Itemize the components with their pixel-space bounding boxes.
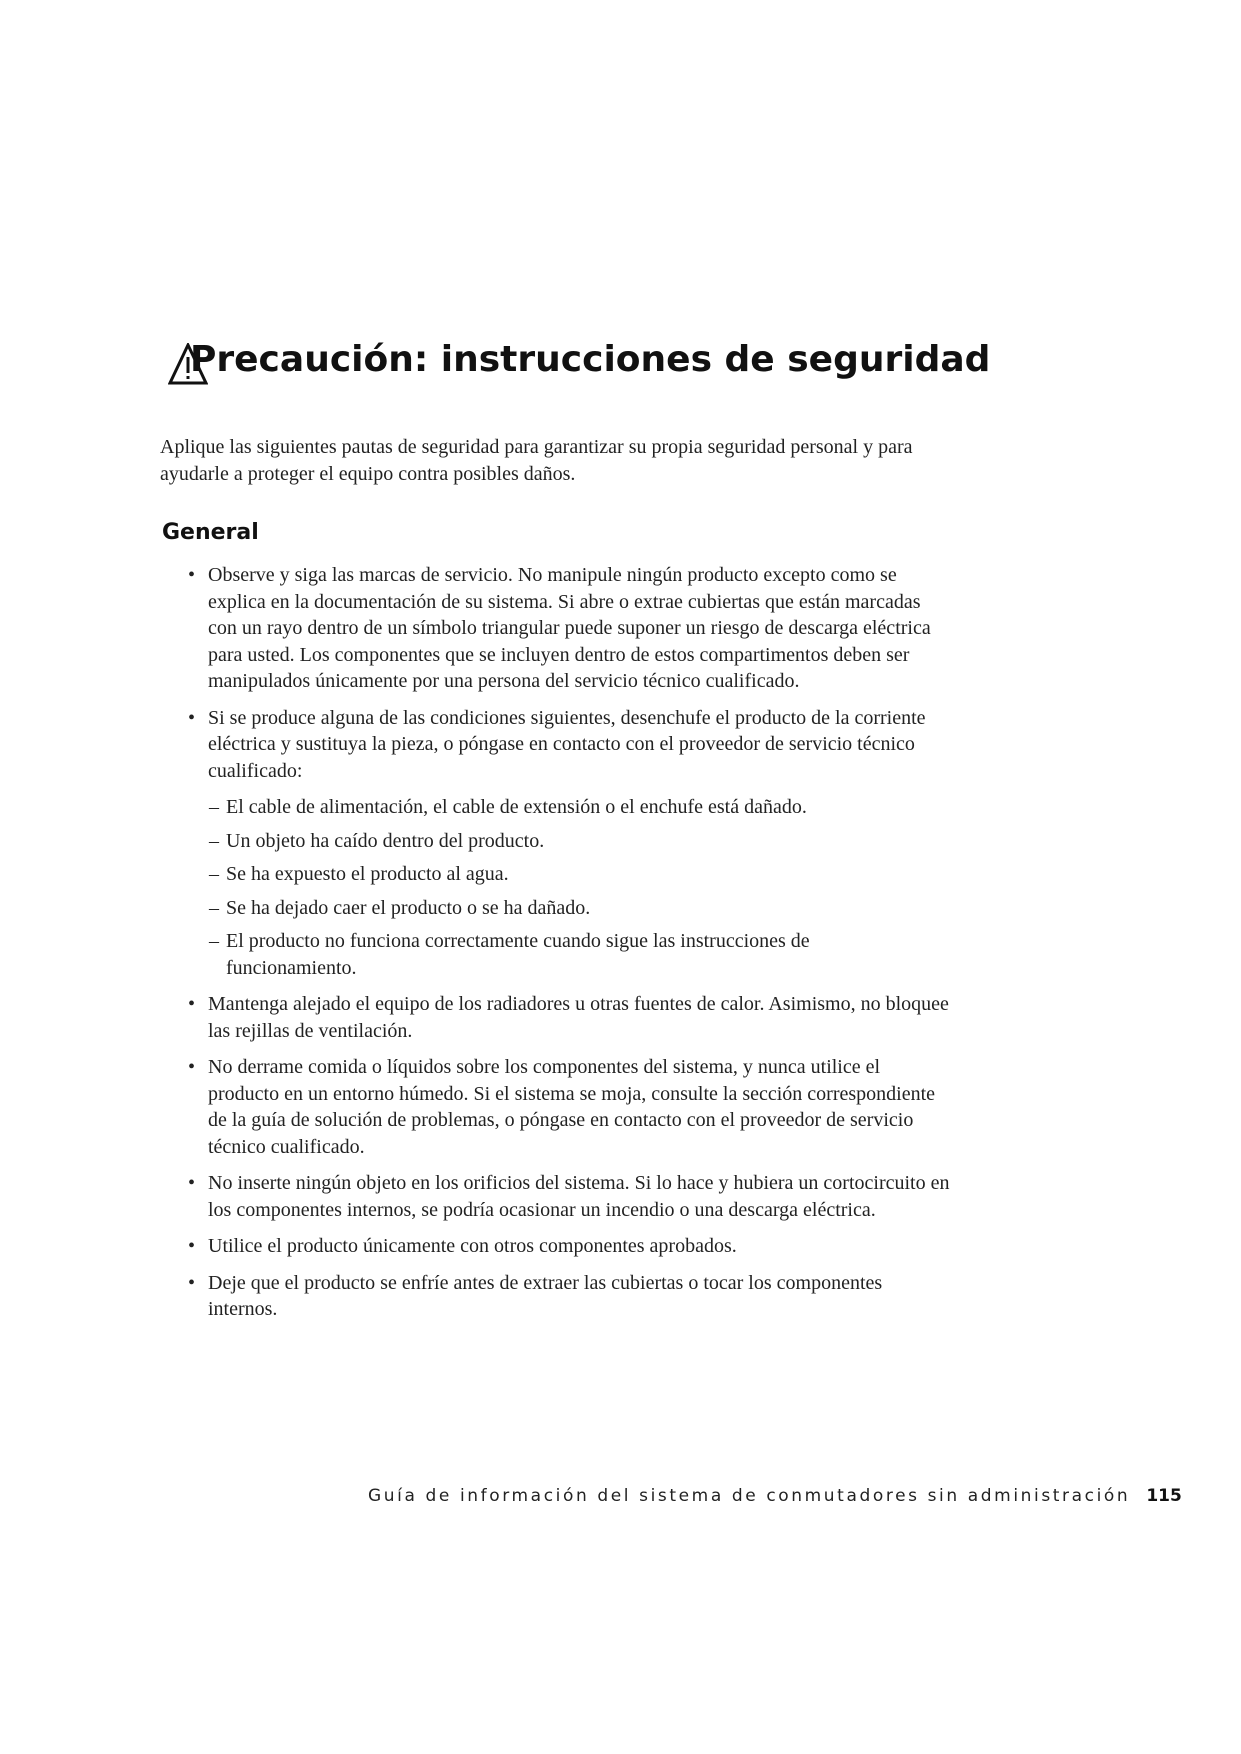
warning-triangle-icon (168, 343, 208, 385)
bullet-icon: • (188, 993, 196, 1015)
bullet-icon: • (188, 564, 196, 586)
list-item: • Deje que el producto se enfríe antes de extraer las cubiertas o tocar los componentes internos. (188, 1271, 883, 1320)
sublist-item: – Se ha dejado caer el producto o se ha dañado. (190, 895, 932, 922)
page-number: 115 (1146, 1486, 1182, 1506)
list-item: • No inserte ningún objeto en los orificios del sistema. Si lo hace y hubiera un cortocircuito en los componentes internos, se podría ocasionar un incendio o una descarga eléctrica. (188, 1172, 950, 1221)
dash-icon: – (209, 829, 219, 852)
sublist-item: – Un objeto ha caído dentro del producto. (190, 828, 932, 855)
dash-icon: – (209, 896, 219, 919)
bullet-icon: • (188, 1235, 196, 1257)
list-item: • Si se produce alguna de las condiciones siguientes, desenchufe el producto de la corriente eléctrica y sustituya la pieza, o póngase en contacto con el proveedor de servicio técnico cualificado: – El cable de alimentación, el cable de extensión o el enchufe está dañado. – Un objeto ha caído dentro del producto. – Se ha expuesto el producto al agua. – Se ha dejado caer el producto o se ha dañado. – El producto no funciona correctamente cuando sigue las instrucciones de funcionamiento. (170, 705, 950, 982)
safety-list (170, 562, 950, 1333)
page-footer (368, 1486, 1182, 1506)
footer-title: Guía de información del sistema de conmutadores sin administración (368, 1486, 1131, 1506)
sublist-item: – El cable de alimentación, el cable de extensión o el enchufe está dañado. (190, 794, 932, 821)
sublist-item: – Se ha expuesto el producto al agua. (190, 861, 932, 888)
list-item: • No derrame comida o líquidos sobre los componentes del sistema, y nunca utilice el producto en un entorno húmedo. Si el sistema se moja, consulte la sección correspondiente de la guía de solución de problemas, o póngase en contacto con el proveedor de servicio técnico cualificado. (188, 1056, 936, 1158)
list-item: • Mantenga alejado el equipo de los radiadores u otras fuentes de calor. Asimismo, no bloquee las rejillas de ventilación. (188, 993, 949, 1042)
dash-icon: – (209, 863, 219, 885)
intro-paragraph: Aplique las siguientes pautas de seguridad para garantizar su propia seguridad personal y para ayudarle a proteger el equipo contra posibles daños. (160, 436, 913, 485)
section-heading: General (162, 520, 259, 545)
bullet-icon: • (188, 1172, 196, 1194)
list-item: • Utilice el producto únicamente con otros componentes aprobados. (170, 1233, 950, 1260)
dash-icon: – (209, 796, 219, 818)
bullet-icon: • (188, 706, 196, 729)
list-item: • Observe y siga las marcas de servicio. No manipule ningún producto excepto como se explica en la documentación de su sistema. Si abre o extrae cubiertas que están marcadas con un rayo dentro de un símbolo triangular puede suponer un riesgo de descarga eléctrica para usted. Los componentes que se incluyen dentro de estos compartimentos deben ser manipulados únicamente por una persona del servicio técnico cualificado. (188, 564, 931, 692)
dash-icon: – (209, 930, 219, 952)
title-row (168, 336, 990, 384)
bullet-icon: • (188, 1271, 196, 1294)
bullet-icon: • (188, 1056, 196, 1078)
sublist-item: – El producto no funciona correctamente cuando sigue las instrucciones de funcionamiento. (209, 930, 810, 979)
conditions-sublist (208, 794, 950, 981)
page-title: Precaución: instrucciones de seguridad (190, 339, 991, 380)
